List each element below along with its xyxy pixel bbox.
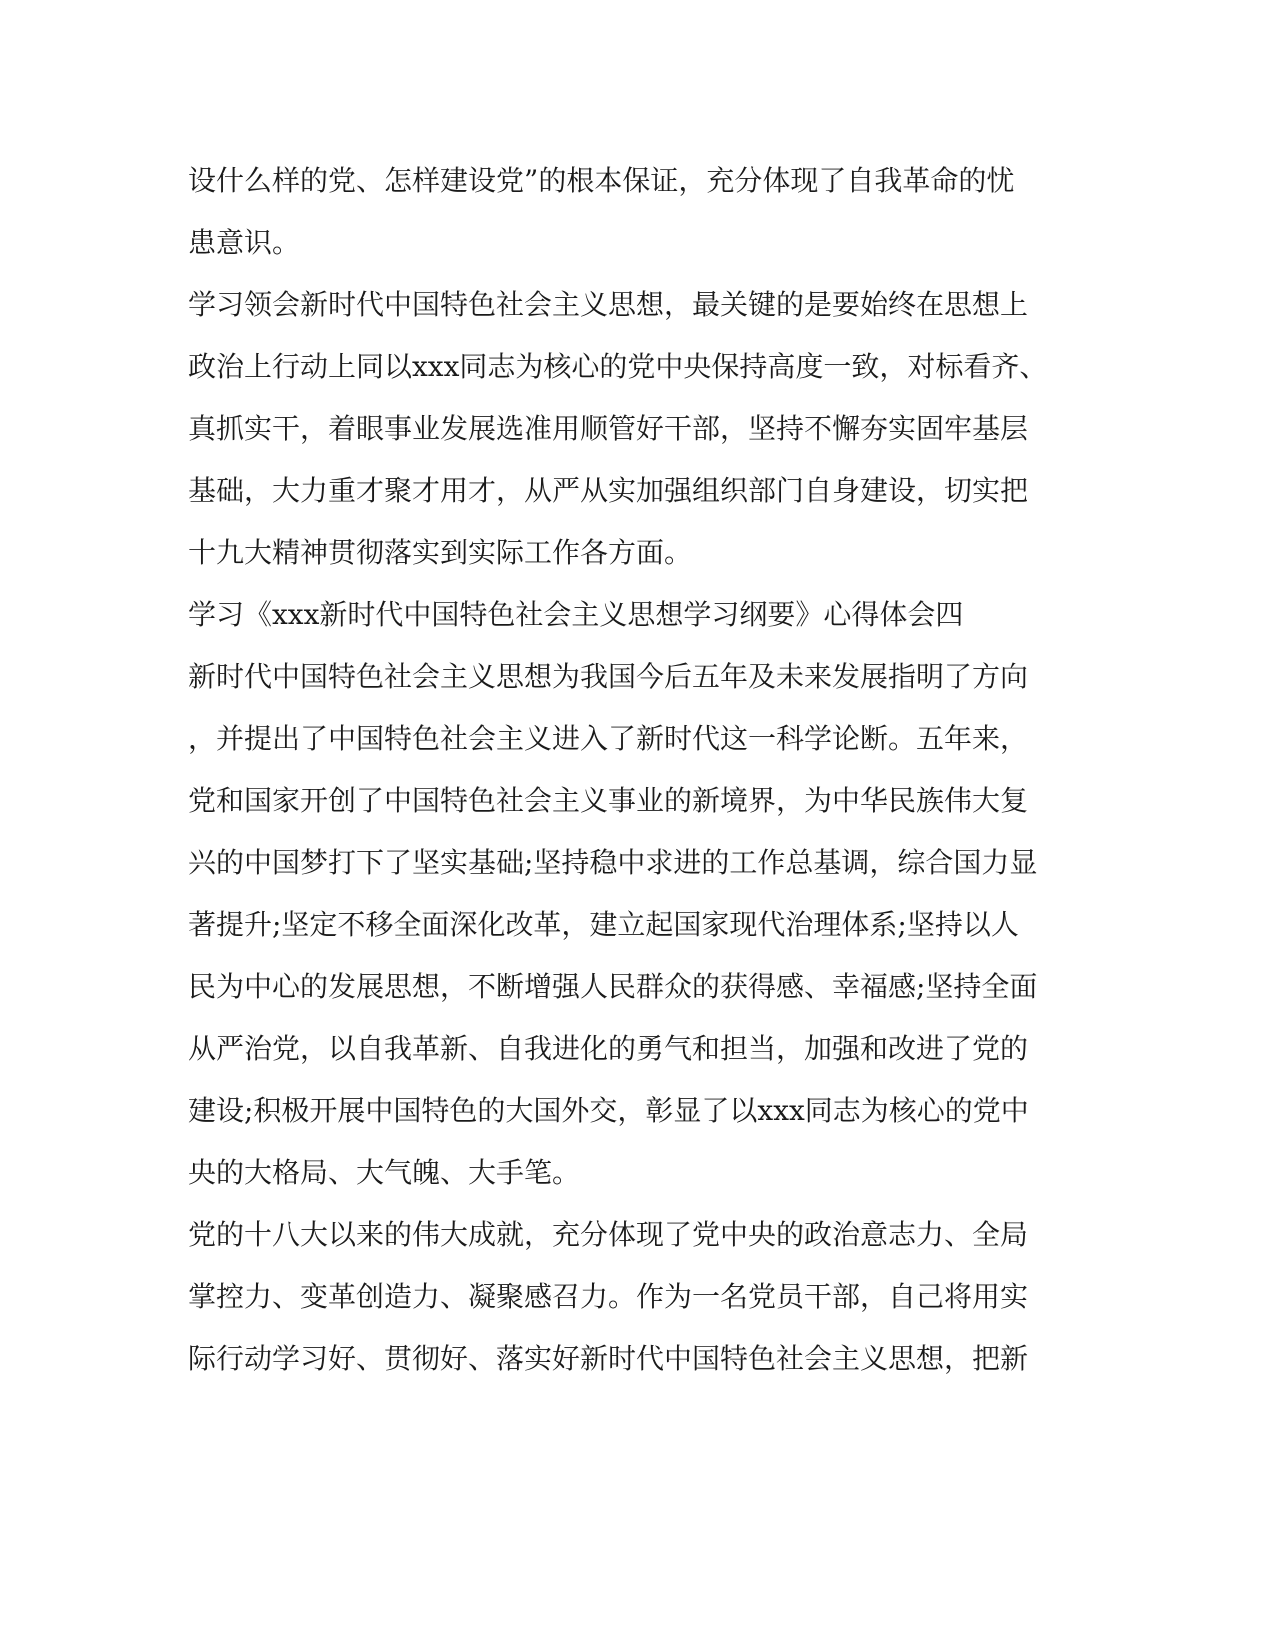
text-line: 兴的中国梦打下了坚实基础;坚持稳中求进的工作总基调，综合国力显: [188, 846, 1038, 879]
text-line: 设什么样的党、怎样建设党”的根本保证，充分体现了自我革命的忧: [188, 164, 1015, 197]
text-line: 建设;积极开展中国特色的大国外交，彰显了以xxx同志为核心的党中: [188, 1094, 1029, 1127]
text-line: 政治上行动上同以xxx同志为核心的党中央保持高度一致，对标看齐、: [188, 350, 1048, 383]
section-heading: 学习《xxx新时代中国特色社会主义思想学习纲要》心得体会四: [188, 598, 964, 631]
text-line: 新时代中国特色社会主义思想为我国今后五年及未来发展指明了方向: [188, 660, 1029, 693]
text-line: 学习领会新时代中国特色社会主义思想，最关键的是要始终在思想上: [188, 288, 1029, 321]
text-line: 党和国家开创了中国特色社会主义事业的新境界，为中华民族伟大复: [188, 784, 1029, 817]
text-line: 著提升;坚定不移全面深化改革，建立起国家现代治理体系;坚持以人: [188, 908, 1019, 941]
text-line: 基础，大力重才聚才用才，从严从实加强组织部门自身建设，切实把: [188, 474, 1029, 507]
text-line: 真抓实干，着眼事业发展选准用顺管好干部，坚持不懈夯实固牢基层: [188, 412, 1029, 445]
text-line: 民为中心的发展思想，不断增强人民群众的获得感、幸福感;坚持全面: [188, 970, 1038, 1003]
text-line: 患意识。: [188, 226, 301, 259]
text-line: 央的大格局、大气魄、大手笔。: [188, 1156, 581, 1189]
text-line: 际行动学习好、贯彻好、落实好新时代中国特色社会主义思想，把新: [188, 1342, 1029, 1375]
text-line: ，并提出了中国特色社会主义进入了新时代这一科学论断。五年来，: [188, 722, 1029, 755]
text-line: 十九大精神贯彻落实到实际工作各方面。: [188, 536, 693, 569]
text-line: 党的十八大以来的伟大成就，充分体现了党中央的政治意志力、全局: [188, 1218, 1029, 1251]
text-line: 掌控力、变革创造力、凝聚感召力。作为一名党员干部，自己将用实: [188, 1280, 1029, 1313]
text-line: 从严治党，以自我革新、自我进化的勇气和担当，加强和改进了党的: [188, 1032, 1029, 1065]
